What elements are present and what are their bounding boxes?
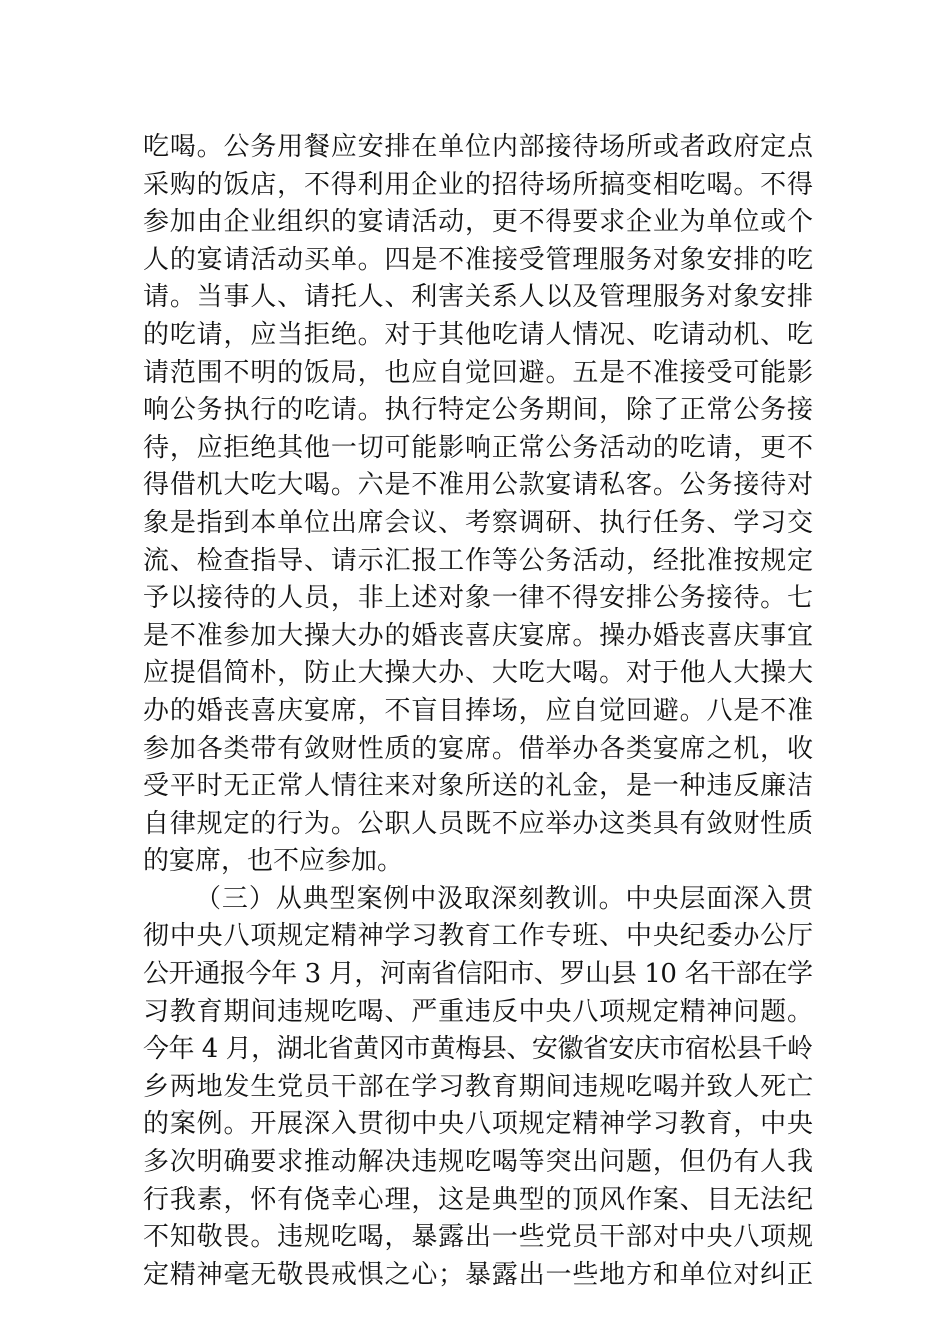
text-line: 自律规定的行为。公职人员既不应举办这类具有敛财性质 <box>143 808 814 839</box>
text-line: 流、检查指导、请示汇报工作等公务活动，经批准按规定 <box>143 545 814 576</box>
text-line: 参加由企业组织的宴请活动，更不得要求企业为单位或个 <box>143 207 814 238</box>
text-line: 办的婚丧喜庆宴席，不盲目捧场，应自觉回避。八是不准 <box>143 695 814 726</box>
text-line: 应提倡简朴，防止大操大办、大吃大喝。对于他人大操大 <box>143 658 814 689</box>
text-line: 响公务执行的吃请。执行特定公务期间，除了正常公务接 <box>143 395 814 426</box>
section-heading-line: （三）从典型案例中汲取深刻教训。中央层面深入贯 <box>195 883 814 914</box>
text-line: 是不准参加大操大办的婚丧喜庆宴席。操办婚丧喜庆事宜 <box>143 620 814 651</box>
text-line: 的吃请，应当拒绝。对于其他吃请人情况、吃请动机、吃 <box>143 319 814 350</box>
text-line: 人的宴请活动买单。四是不准接受管理服务对象安排的吃 <box>143 244 814 275</box>
text-line: 予以接待的人员，非上述对象一律不得安排公务接待。七 <box>143 583 814 614</box>
text-line: 采购的饭店，不得利用企业的招待场所搞变相吃喝。不得 <box>143 169 814 200</box>
text-line: 请。当事人、请托人、利害关系人以及管理服务对象安排 <box>143 282 814 313</box>
text-line: 请范围不明的饭局，也应自觉回避。五是不准接受可能影 <box>143 357 814 388</box>
text-line: 受平时无正常人情往来对象所送的礼金，是一种违反廉洁 <box>143 771 814 802</box>
text-line: 定精神毫无敬畏戒惧之心；暴露出一些地方和单位对纠正 <box>143 1259 814 1290</box>
text-line: 的案例。开展深入贯彻中央八项规定精神学习教育，中央 <box>143 1109 814 1140</box>
paragraph-end-line: 的宴席，也不应参加。 <box>143 846 404 877</box>
text-line: 待，应拒绝其他一切可能影响正常公务活动的吃请，更不 <box>143 432 814 463</box>
text-line: 今年 4 月，湖北省黄冈市黄梅县、安徽省安庆市宿松县千岭 <box>143 1034 813 1065</box>
text-line: 吃喝。公务用餐应安排在单位内部接待场所或者政府定点 <box>143 132 814 162</box>
text-line: 参加各类带有敛财性质的宴席。借举办各类宴席之机，收 <box>143 733 814 764</box>
text-line: 得借机大吃大喝。六是不准用公款宴请私客。公务接待对 <box>143 470 814 501</box>
text-line: 不知敬畏。违规吃喝，暴露出一些党员干部对中央八项规 <box>143 1222 814 1253</box>
text-line: 乡两地发生党员干部在学习教育期间违规吃喝并致人死亡 <box>143 1071 814 1102</box>
body-text <box>143 129 813 1294</box>
text-line: 多次明确要求推动解决违规吃喝等突出问题，但仍有人我 <box>143 1147 814 1178</box>
text-line: 彻中央八项规定精神学习教育工作专班、中央纪委办公厅 <box>143 921 814 952</box>
text-line: 行我素，怀有侥幸心理，这是典型的顶风作案、目无法纪 <box>143 1184 814 1215</box>
text-line: 象是指到本单位出席会议、考察调研、执行任务、学习交 <box>143 507 814 538</box>
text-line: 公开通报今年 3 月，河南省信阳市、罗山县 10 名干部在学 <box>143 959 813 990</box>
text-line: 习教育期间违规吃喝、严重违反中央八项规定精神问题。 <box>143 996 814 1027</box>
